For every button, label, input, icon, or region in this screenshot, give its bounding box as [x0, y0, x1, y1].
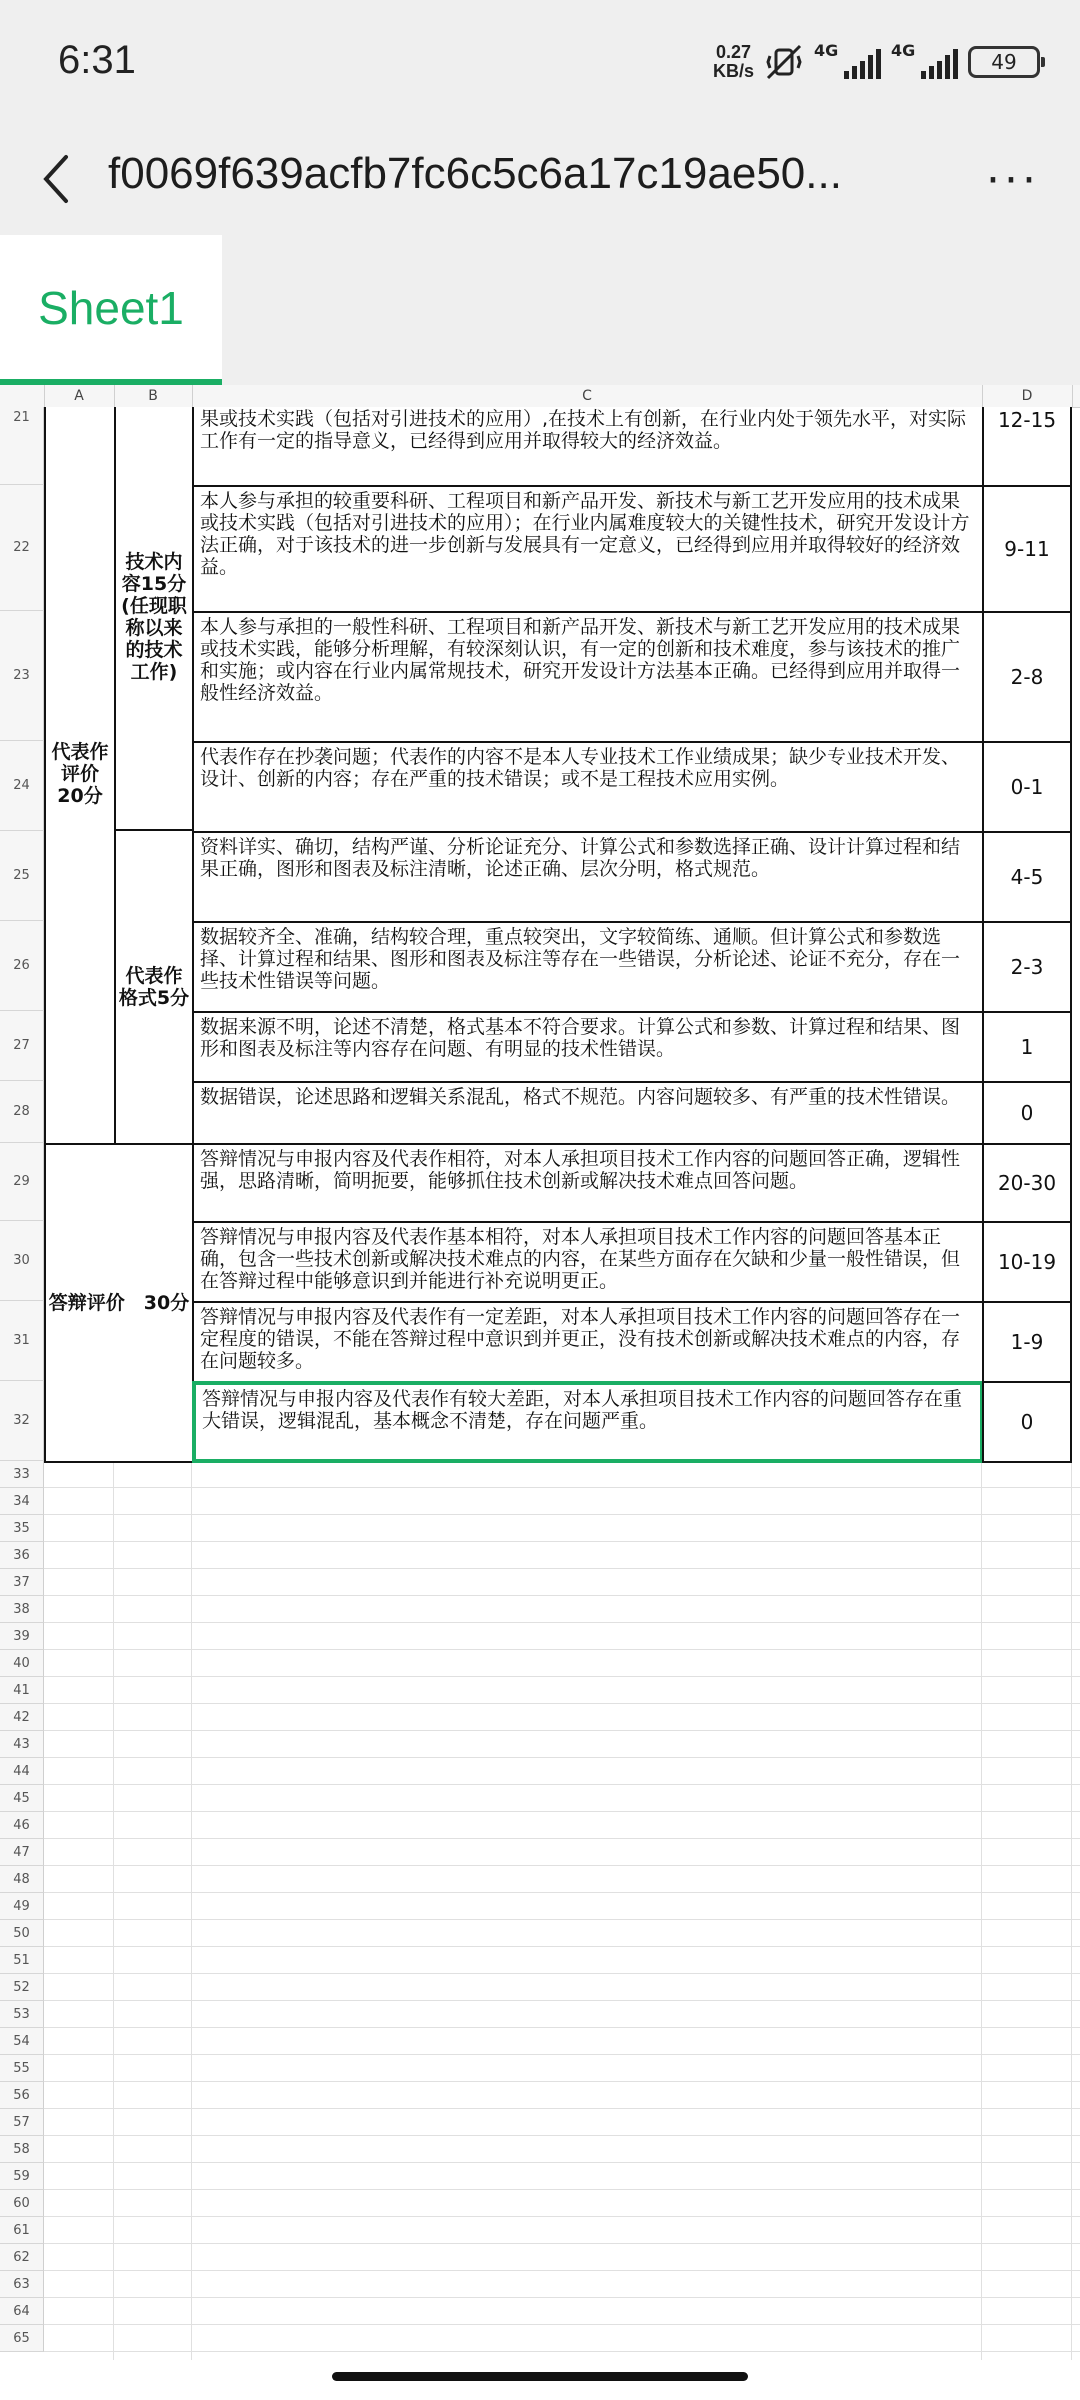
row-header[interactable]: 42: [0, 1704, 44, 1731]
row-header[interactable]: 59: [0, 2163, 44, 2190]
row-header[interactable]: 21: [0, 407, 44, 485]
more-options-icon[interactable]: ···: [986, 155, 1040, 206]
column-header-b[interactable]: B: [114, 385, 193, 407]
row-header[interactable]: 46: [0, 1812, 44, 1839]
row-header[interactable]: 60: [0, 2190, 44, 2217]
status-icons: [713, 34, 1040, 90]
row-header[interactable]: 43: [0, 1731, 44, 1758]
row-header[interactable]: 39: [0, 1623, 44, 1650]
signal-icon-2: 4G: [891, 45, 958, 79]
row-header[interactable]: 57: [0, 2109, 44, 2136]
signal-icon: 4G: [814, 45, 881, 79]
row-header[interactable]: 38: [0, 1596, 44, 1623]
score-cell[interactable]: 20-30: [982, 1143, 1072, 1223]
row-header[interactable]: 56: [0, 2082, 44, 2109]
sheet-tab-bar: [0, 235, 1080, 385]
row-header[interactable]: 35: [0, 1515, 44, 1542]
criteria-cell[interactable]: 数据来源不明，论述不清楚，格式基本不符合要求。计算公式和参数、计算过程和结果、图形和图表及标注等内容存在问题、有明显的技术性错误。: [192, 1011, 984, 1083]
criteria-cell[interactable]: 答辩情况与申报内容及代表作相符，对本人承担项目技术工作内容的问题回答正确，逻辑性强，思路清晰，简明扼要，能够抓住技术创新或解决技术难点回答问题。: [192, 1143, 984, 1223]
status-bar: [0, 0, 1080, 125]
row-header[interactable]: 36: [0, 1542, 44, 1569]
merged-cell-defense-evaluation[interactable]: 答辩评价 30分: [44, 1143, 194, 1463]
criteria-cell[interactable]: 本人参与承担的较重要科研、工程项目和新产品开发、新技术与新工艺开发应用的技术成果或技术实践（包括对引进技术的应用）；在行业内属难度较大的关键性技术，研究开发设计方法正确，对于该技术的进一步创新与发展具有一定意义，已经得到应用并取得较好的经济效益。: [192, 485, 984, 613]
mute-vibrate-icon: [764, 42, 804, 82]
score-cell[interactable]: 0: [982, 1081, 1072, 1145]
row-header[interactable]: 26: [0, 921, 44, 1011]
criteria-cell[interactable]: 答辩情况与申报内容及代表作有一定差距，对本人承担项目技术工作内容的问题回答存在一定程度的错误，不能在答辩过程中意识到并更正，没有技术创新或解决技术难点的内容，存在问题较多。: [192, 1301, 984, 1383]
row-header[interactable]: 62: [0, 2244, 44, 2271]
row-header[interactable]: 52: [0, 1974, 44, 2001]
spreadsheet-grid[interactable]: [0, 407, 1080, 2360]
row-header[interactable]: 31: [0, 1301, 44, 1381]
score-cell[interactable]: 1: [982, 1011, 1072, 1083]
row-header[interactable]: 51: [0, 1947, 44, 1974]
row-header[interactable]: 40: [0, 1650, 44, 1677]
file-title: f0069f639acfb7fc6c5c6a17c19ae50...: [108, 149, 842, 198]
merged-cell-work-format[interactable]: 代表作格式5分: [114, 829, 194, 1145]
row-header[interactable]: 28: [0, 1081, 44, 1143]
criteria-cell[interactable]: 资料详实、确切，结构严谨、分析论证充分、计算公式和参数选择正确、设计计算过程和结果正确，图形和图表及标注清晰，论述正确、层次分明，格式规范。: [192, 831, 984, 923]
app-bar: [0, 125, 1080, 235]
merged-cell-representative-work[interactable]: 代表作评价20分: [44, 407, 116, 1145]
row-header[interactable]: 53: [0, 2001, 44, 2028]
row-header[interactable]: 25: [0, 831, 44, 921]
score-cell[interactable]: 0-1: [982, 741, 1072, 833]
row-header[interactable]: 23: [0, 611, 44, 741]
score-cell[interactable]: 10-19: [982, 1221, 1072, 1303]
clock: 6:31: [58, 38, 136, 82]
row-header[interactable]: 41: [0, 1677, 44, 1704]
merged-cell-technical-content[interactable]: 技术内容15分(任现职称以来的技术工作): [114, 407, 194, 831]
criteria-cell[interactable]: 数据较齐全、准确，结构较合理，重点较突出，文字较简练、通顺。但计算公式和参数选择、计算过程和结果、图形和图表及标注等存在一些错误，分析论述、论证不充分，存在一些技术性错误等问题。: [192, 921, 984, 1013]
criteria-cell[interactable]: 本人参与承担的一般性科研、工程项目和新产品开发、新技术与新工艺开发应用的技术成果或技术实践，能够分析理解，有较深刻认识，有一定的创新和技术难度，参与该技术的推广和实施；或内容在行业内属常规技术，研究开发设计方法基本正确。已经得到应用并取得一般性经济效益。: [192, 611, 984, 743]
network-speed: 0.27 KB/s: [712, 42, 754, 81]
row-header[interactable]: 37: [0, 1569, 44, 1596]
row-header[interactable]: 48: [0, 1866, 44, 1893]
row-header[interactable]: 29: [0, 1143, 44, 1221]
column-header-c[interactable]: C: [192, 385, 983, 407]
back-arrow-icon[interactable]: [36, 149, 76, 209]
criteria-cell[interactable]: 数据错误，论述思路和逻辑关系混乱，格式不规范。内容问题较多、有严重的技术性错误。: [192, 1081, 984, 1145]
row-header[interactable]: 27: [0, 1011, 44, 1081]
row-header[interactable]: 58: [0, 2136, 44, 2163]
row-header[interactable]: 55: [0, 2055, 44, 2082]
score-cell[interactable]: 2-8: [982, 611, 1072, 743]
row-header[interactable]: 49: [0, 1893, 44, 1920]
row-header[interactable]: 61: [0, 2217, 44, 2244]
row-header[interactable]: 65: [0, 2325, 44, 2352]
score-cell[interactable]: 0: [982, 1381, 1072, 1463]
row-header[interactable]: 32: [0, 1381, 44, 1461]
score-cell[interactable]: 1-9: [982, 1301, 1072, 1383]
criteria-cell[interactable]: 代表作存在抄袭问题；代表作的内容不是本人专业技术工作业绩成果；缺少专业技术开发、设计、创新的内容；存在严重的技术错误；或不是工程技术应用实例。: [192, 741, 984, 833]
row-header[interactable]: 44: [0, 1758, 44, 1785]
score-cell[interactable]: 4-5: [982, 831, 1072, 923]
score-cell[interactable]: 9-11: [982, 485, 1072, 613]
row-header[interactable]: 33: [0, 1461, 44, 1488]
column-header-bar: [0, 385, 1080, 408]
row-header[interactable]: 45: [0, 1785, 44, 1812]
row-header[interactable]: 63: [0, 2271, 44, 2298]
row-header[interactable]: 30: [0, 1221, 44, 1301]
row-header[interactable]: 24: [0, 741, 44, 831]
corner-cell[interactable]: [0, 385, 45, 407]
row-header[interactable]: 54: [0, 2028, 44, 2055]
row-header[interactable]: 64: [0, 2298, 44, 2325]
criteria-cell[interactable]: 答辩情况与申报内容及代表作基本相符，对本人承担项目技术工作内容的问题回答基本正确，包含一些技术创新或解决技术难点的内容，在某些方面存在欠缺和少量一般性错误，但在答辩过程中能够意识到并能进行补充说明更正。: [192, 1221, 984, 1303]
row-header[interactable]: 22: [0, 485, 44, 611]
battery-icon: 49: [968, 46, 1040, 78]
home-indicator[interactable]: [332, 2372, 748, 2381]
criteria-cell[interactable]: 果或技术实践（包括对引进技术的应用）,在技术上有创新，在行业内处于领先水平，对实际工作有一定的指导意义，已经得到应用并取得较大的经济效益。: [192, 407, 984, 487]
row-header[interactable]: 34: [0, 1488, 44, 1515]
column-header-a[interactable]: A: [44, 385, 115, 407]
score-cell[interactable]: 12-15: [982, 407, 1072, 487]
row-header[interactable]: 50: [0, 1920, 44, 1947]
selected-criteria-cell[interactable]: 答辩情况与申报内容及代表作有较大差距，对本人承担项目技术工作内容的问题回答存在重大错误，逻辑混乱，基本概念不清楚，存在问题严重。: [192, 1381, 984, 1463]
tab-sheet1[interactable]: Sheet1: [0, 235, 222, 385]
row-header[interactable]: 47: [0, 1839, 44, 1866]
score-cell[interactable]: 2-3: [982, 921, 1072, 1013]
empty-row-lines: [44, 1461, 1080, 2360]
column-header-d[interactable]: D: [982, 385, 1073, 407]
